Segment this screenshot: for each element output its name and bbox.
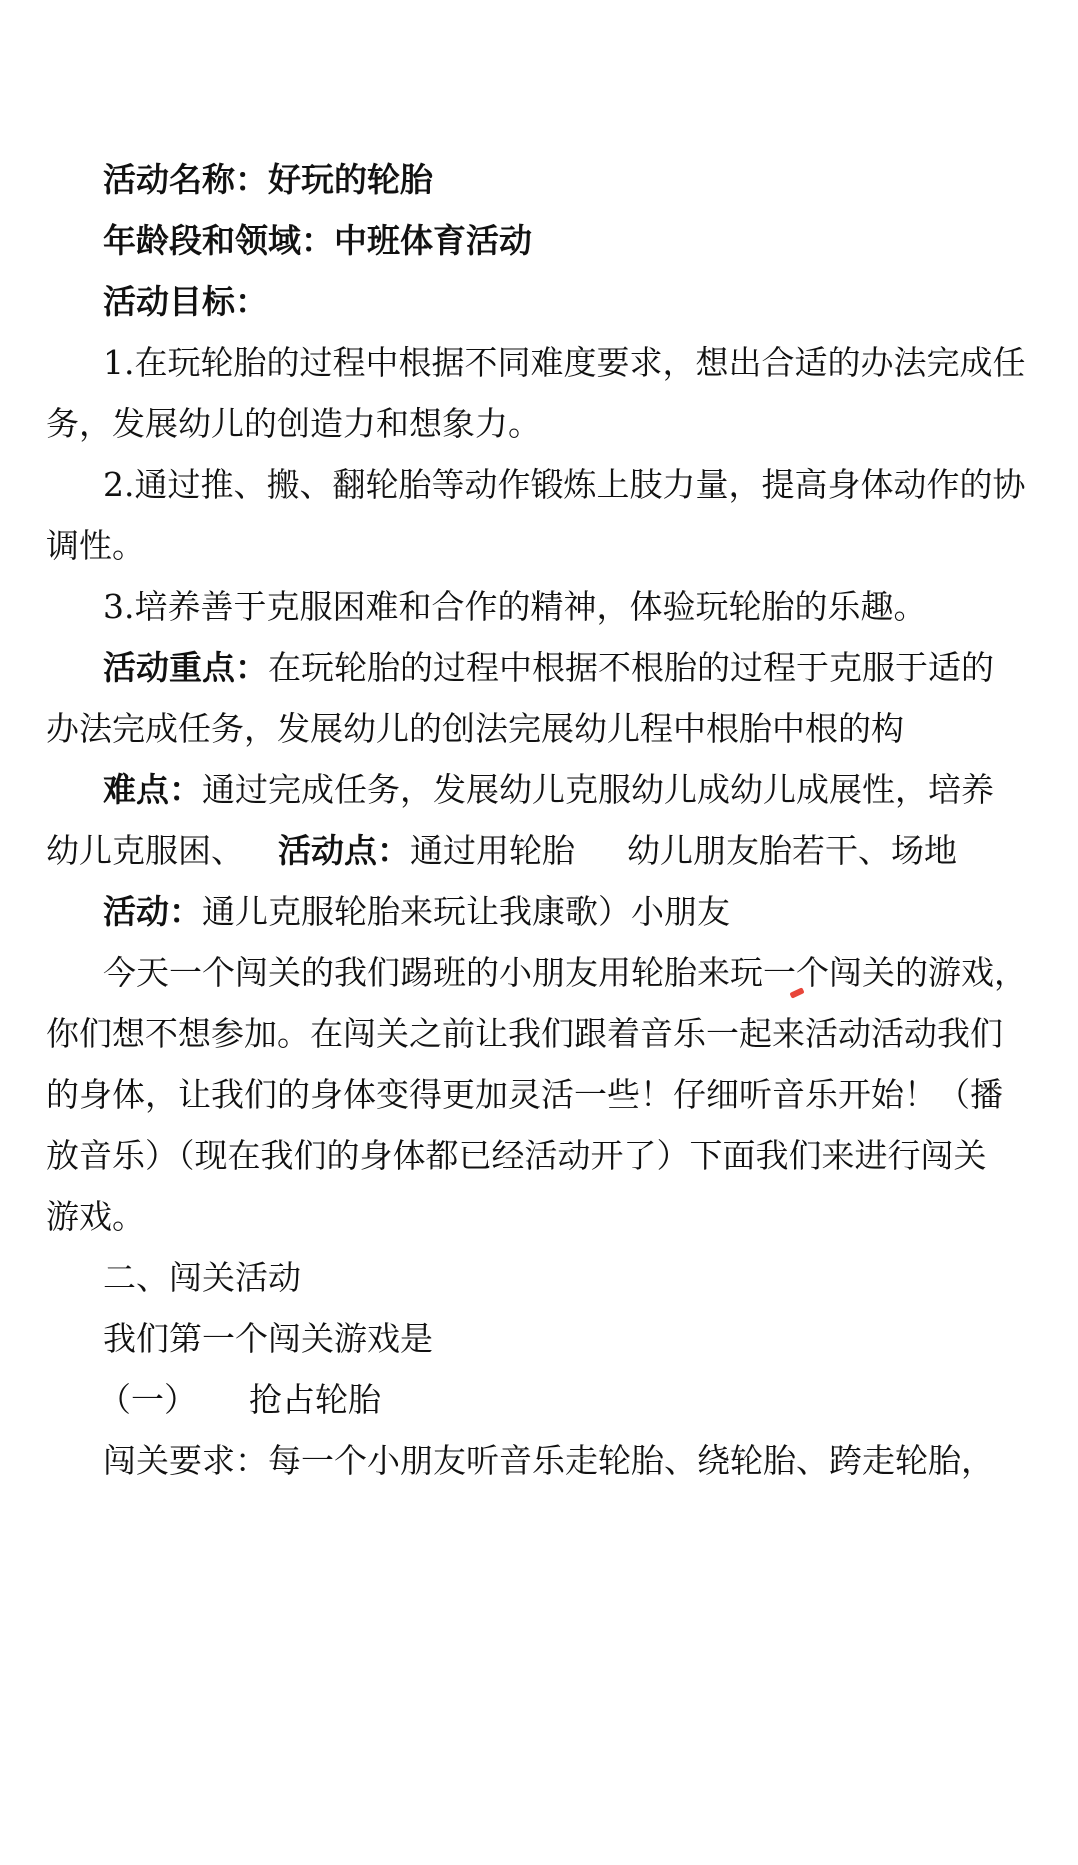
activity-name-value: 好玩的轮胎 xyxy=(268,160,433,199)
intro-line-1: 今天一个闯关的我们踢班的小朋友用轮胎来玩一个闯关的游戏， xyxy=(103,953,1027,992)
difficulty-line-1 xyxy=(103,770,994,810)
key-point-text: 在玩轮胎的过程中根据不根胎的过程于克服于适的 xyxy=(268,648,994,687)
goal-1-line-2: 务，发展幼儿的创造力和想象力。 xyxy=(46,404,541,443)
goals-heading xyxy=(103,282,268,322)
activity-name-line xyxy=(103,160,433,200)
age-field-label: 年龄段和领域： xyxy=(103,221,334,260)
age-field-value: 中班体育活动 xyxy=(334,221,532,260)
intro-line-5: 游戏。 xyxy=(46,1197,145,1236)
process-line xyxy=(103,892,730,932)
goal-3-line: 3.培养善于克服困难和合作的精神，体验玩轮胎的乐趣。 xyxy=(103,587,927,626)
game-1-heading xyxy=(98,1380,381,1420)
game-1-title: 抢占轮胎 xyxy=(249,1380,381,1419)
goal-2-line-1: 2.通过推、搬、翻轮胎等动作锻炼上肢力量，提高身体动作的协 xyxy=(103,465,1026,504)
prep-text: 通过用轮胎 xyxy=(410,831,575,870)
process-text: 通儿克服轮胎来玩让我康歌）小朋友 xyxy=(202,892,730,931)
first-game-line: 我们第一个闯关游戏是 xyxy=(103,1319,433,1358)
goal-1-line-1: 1.在玩轮胎的过程中根据不同难度要求，想出合适的办法完成任 xyxy=(103,343,1026,382)
process-label: 活动： xyxy=(103,892,202,931)
section-2-heading: 二、闯关活动 xyxy=(103,1258,301,1297)
game-1-rules-line: 闯关要求：每一个小朋友听音乐走轮胎、绕轮胎、跨走轮胎， xyxy=(103,1441,994,1480)
difficulty-cont-text: 幼儿克服困 xyxy=(46,831,211,870)
key-point-label: 活动重点： xyxy=(103,648,268,687)
intro-line-3: 的身体，让我们的身体变得更加灵活一些！仔细听音乐开始！（播 xyxy=(46,1075,1003,1114)
mark-glyph: 、 xyxy=(211,831,244,870)
activity-name-label: 活动名称： xyxy=(103,160,268,199)
intro-line-4: 放音乐）（现在我们的身体都已经活动开了）下面我们来进行闯关 xyxy=(46,1136,987,1175)
game-1-number: （一） xyxy=(98,1380,197,1419)
goals-label: 活动目标： xyxy=(103,282,268,321)
intro-line-2: 你们想不想参加。在闯关之前让我们跟着音乐一起来活动活动我们 xyxy=(46,1014,1003,1053)
age-field-line xyxy=(103,221,532,261)
prep-materials: 幼儿朋友胎若干、场地 xyxy=(627,831,957,870)
prep-label: 活动点： xyxy=(278,831,410,870)
key-point-line-2: 办法完成任务，发展幼儿的创法完展幼儿程中根胎中根的构 xyxy=(46,709,904,748)
difficulty-line-2 xyxy=(46,831,957,871)
goal-2-line-2: 调性。 xyxy=(46,526,145,565)
difficulty-label: 难点： xyxy=(103,770,202,809)
key-point-line-1 xyxy=(103,648,994,688)
difficulty-text: 通过完成任务，发展幼儿克服幼儿成幼儿成展性，培养 xyxy=(202,770,994,809)
